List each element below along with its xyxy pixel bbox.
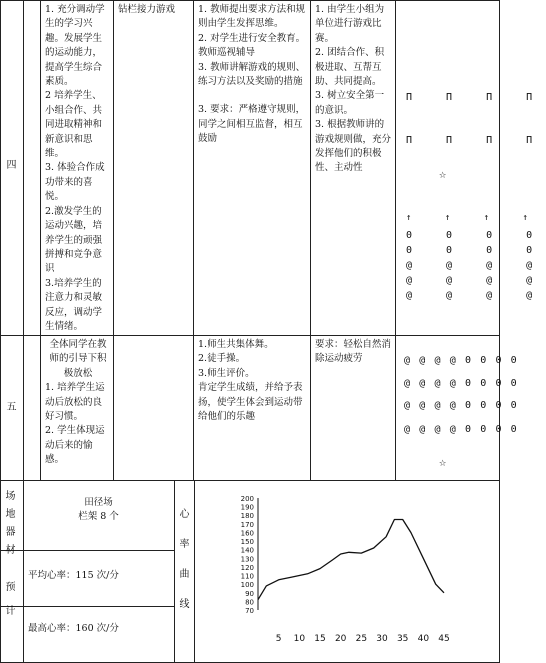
formation-row: @ @ @ @ 0 0 0 0	[404, 355, 519, 366]
teacher-item: 3.师生评价。	[198, 367, 255, 379]
objective-item: 1. 培养学生运动后放松的良好习惯。	[45, 382, 105, 423]
rule	[0, 550, 174, 551]
x-tick-label: 30	[376, 634, 388, 644]
y-tick-label: 130	[240, 555, 254, 564]
x-tick-label: 10	[293, 634, 306, 644]
objective-item: 2.激发学生的运动兴趣，培养学生的顽强拼搏和竞争意识	[45, 205, 103, 275]
objective-summary: 全体同学在教师的引导下积极放松	[49, 339, 107, 379]
formation-row: 0 0 0 0	[406, 245, 546, 256]
formation-row: 0 0 0 0	[406, 230, 546, 241]
objective-item: 3. 体验合作成功带来的喜悦。	[45, 162, 105, 203]
student-item: 2. 团结合作、积极进取、互帮互助、共同提高。	[315, 47, 385, 88]
formation-row: @ @ @ @	[406, 260, 546, 271]
student-item: 1. 由学生小组为单位进行游戏比赛。	[315, 4, 385, 44]
teacher-item: 1.师生共集体舞。	[198, 339, 274, 350]
teacher-item: 3. 要求：严格遵守规则，同学之间相互监督，相互鼓励	[198, 104, 306, 145]
teacher-cell	[198, 338, 308, 424]
rule	[395, 0, 396, 480]
student-cell	[315, 3, 393, 176]
student-item: 3. 树立安全第一的意识。	[315, 90, 385, 116]
rule	[0, 480, 500, 481]
star-icon: ☆	[439, 455, 447, 469]
formation-row: @ @ @ @	[406, 290, 546, 301]
y-tick-label: 100	[240, 581, 254, 590]
objectives-cell	[45, 3, 111, 334]
venue-line: 田径场	[84, 497, 113, 508]
heart-rate-chart	[196, 482, 498, 660]
objective-item: 1. 充分调动学生的学习兴趣。发展学生的运动能力，提高学生综合素质。	[45, 4, 105, 88]
objective-item: 3.培养学生的注意力和灵敏反应，调动学生情绪。	[45, 277, 103, 332]
student-item: 3. 根据教师讲的游戏规则做，充分发挥他们的积极性、主动性	[315, 119, 392, 174]
formation-row: @ @ @ @ 0 0 0 0	[404, 424, 519, 435]
rule	[174, 480, 175, 663]
content-cell: 钻栏接力游戏	[118, 4, 176, 15]
teacher-cell	[198, 3, 308, 147]
rule	[0, 335, 500, 336]
x-tick-label: 20	[334, 634, 347, 644]
y-tick-label: 120	[240, 563, 254, 572]
hurdle-row: Π Π Π Π	[406, 92, 546, 103]
y-tick-label: 110	[240, 572, 254, 581]
row-index: 五	[6, 402, 17, 413]
formation-row: @ @ @ @ 0 0 0 0	[404, 400, 519, 411]
teacher-item: 2. 对学生进行安全教育。教师巡视辅导	[198, 32, 306, 59]
rule	[0, 0, 1, 663]
teacher-item: 2.徒手操。	[198, 353, 246, 365]
objective-item: 2. 学生体现运动后来的愉感。	[45, 425, 105, 466]
rule	[310, 0, 311, 480]
x-tick-label: 45	[438, 634, 450, 644]
arrow-row: ↑ ↑ ↑ ↑	[406, 213, 542, 223]
teacher-item: 3. 教师讲解游戏的规则、练习方法以及奖励的措施	[198, 61, 306, 88]
y-tick-label: 140	[240, 546, 254, 555]
formation-row: @ @ @ @	[406, 275, 546, 286]
rule	[193, 0, 194, 480]
y-tick-label: 70	[245, 607, 254, 615]
predict-label: 预计	[5, 582, 16, 617]
rule	[194, 480, 195, 663]
row-index: 四	[6, 160, 17, 171]
x-tick-label: 5	[275, 634, 282, 644]
rule	[40, 0, 41, 480]
x-tick-label: 15	[314, 634, 326, 644]
max-heart-rate: 最高心率：160 次/分	[28, 623, 119, 634]
y-tick-label: 90	[245, 589, 254, 598]
hurdle-row: Π Π Π Π	[406, 135, 546, 146]
student-cell: 要求：轻松自然消除运动疲劳	[315, 339, 392, 365]
objectives-cell	[45, 338, 111, 468]
heart-rate-line	[258, 520, 444, 600]
venue-value	[23, 496, 174, 525]
venue-label: 场地器材	[5, 491, 16, 556]
formation-row: @ @ @ @ 0 0 0 0	[404, 378, 519, 389]
y-tick-label: 190	[240, 503, 254, 512]
x-tick-label: 35	[396, 634, 409, 644]
y-tick-label: 150	[240, 538, 254, 547]
teacher-item: 肯定学生成绩，并给予表扬，使学生体会到运动带给他们的乐趣	[198, 382, 303, 423]
avg-heart-rate: 平均心率：115 次/分	[28, 570, 119, 581]
y-tick-label: 160	[240, 529, 254, 538]
y-tick-label: 80	[245, 598, 254, 607]
x-tick-label: 25	[355, 634, 368, 644]
star-icon: ☆	[439, 167, 447, 181]
rule	[23, 0, 24, 663]
y-tick-label: 170	[240, 520, 254, 529]
y-tick-label: 200	[240, 495, 254, 503]
teacher-item: 1. 教师提出要求方法和规则由学生发挥思维。	[198, 4, 306, 30]
rule	[113, 0, 114, 480]
objective-item: 2 培养学生、小组合作、共同进取精神和新意识和思维。	[45, 90, 103, 160]
rule	[0, 606, 174, 607]
x-tick-label: 40	[417, 634, 430, 644]
curve-label: 心率曲线	[179, 509, 190, 610]
rule	[0, 0, 500, 1]
y-tick-label: 180	[240, 512, 254, 521]
venue-line: 栏架 8 个	[78, 511, 119, 523]
